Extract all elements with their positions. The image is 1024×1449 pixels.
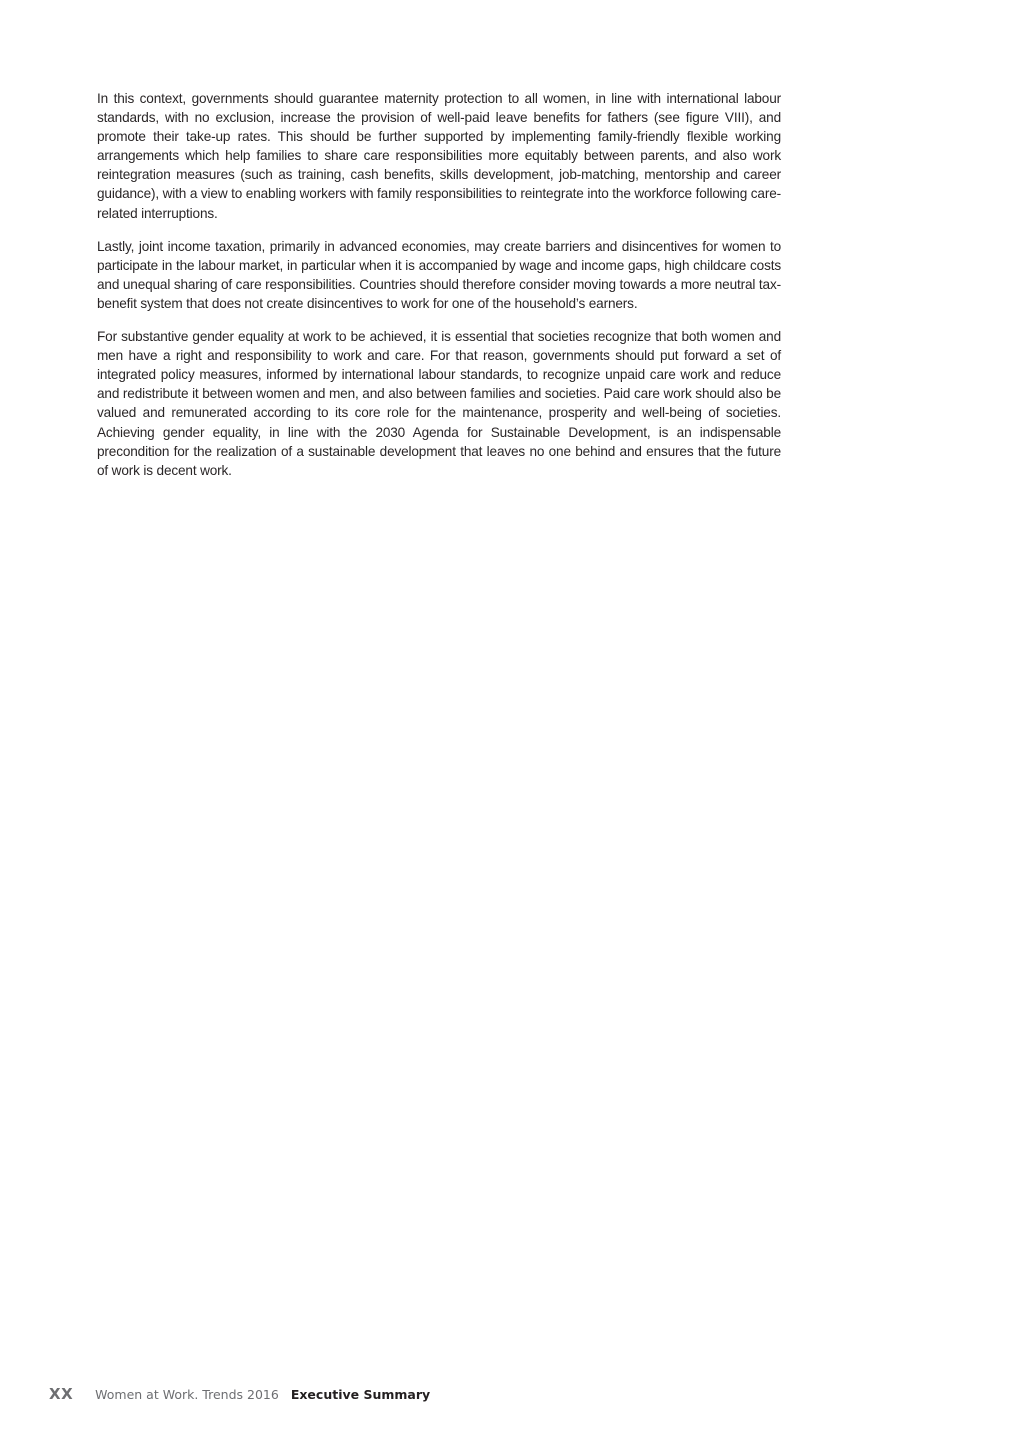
paragraph-maternity-protection: In this context, governments should guarantee maternity protection to all women, in line with international labour standards, with no exclusion, increase the provision of well-paid leave benefits for fathers (see figure VIII), and promote their take-up rates. This should be further supported by implementing family-friendly flexible working arrangements which help families to share care responsibilities more equitably between parents, and also work reintegration measures (such as training, cash benefits, skills development, job-matching, mentorship and career guidance), with a view to enabling workers with family responsibilities to reintegrate into the workforce following care-related interruptions. [97, 91, 781, 221]
body-text [97, 89, 781, 494]
page-footer [49, 1385, 430, 1407]
paragraph-joint-income-taxation: Lastly, joint income taxation, primarily in advanced economies, may create barriers and disincentives for women to participate in the labour market, in particular when it is accompanied by wage and income gaps, high childcare costs and unequal sharing of care responsibilities. Countries should therefore consider moving towards a more neutral tax-benefit system that does not create disincentives to work for one of the household’s earners. [97, 238, 781, 311]
page-number: XX [49, 1385, 74, 1403]
running-title: Women at Work. Trends 2016 [95, 1387, 279, 1402]
section-title: Executive Summary [290, 1387, 431, 1402]
paragraph-gender-equality: For substantive gender equality at work to be achieved, it is essential that societies recognize that both women and men have a right and responsibility to work and care. For that reason, governments should put forward a set of integrated policy measures, informed by international labour standards, to recognize unpaid care work and reduce and redistribute it between women and men, and also between families and societies. Paid care work should also be valued and remunerated according to its core role for the maintenance, prosperity and well-being of societies. Achieving gender equality, in line with the 2030 Agenda for Sustainable Development, is an indispensable precondition for the realization of a sustainable development that leaves no one behind and ensures that the future of work is decent work. [97, 329, 781, 478]
